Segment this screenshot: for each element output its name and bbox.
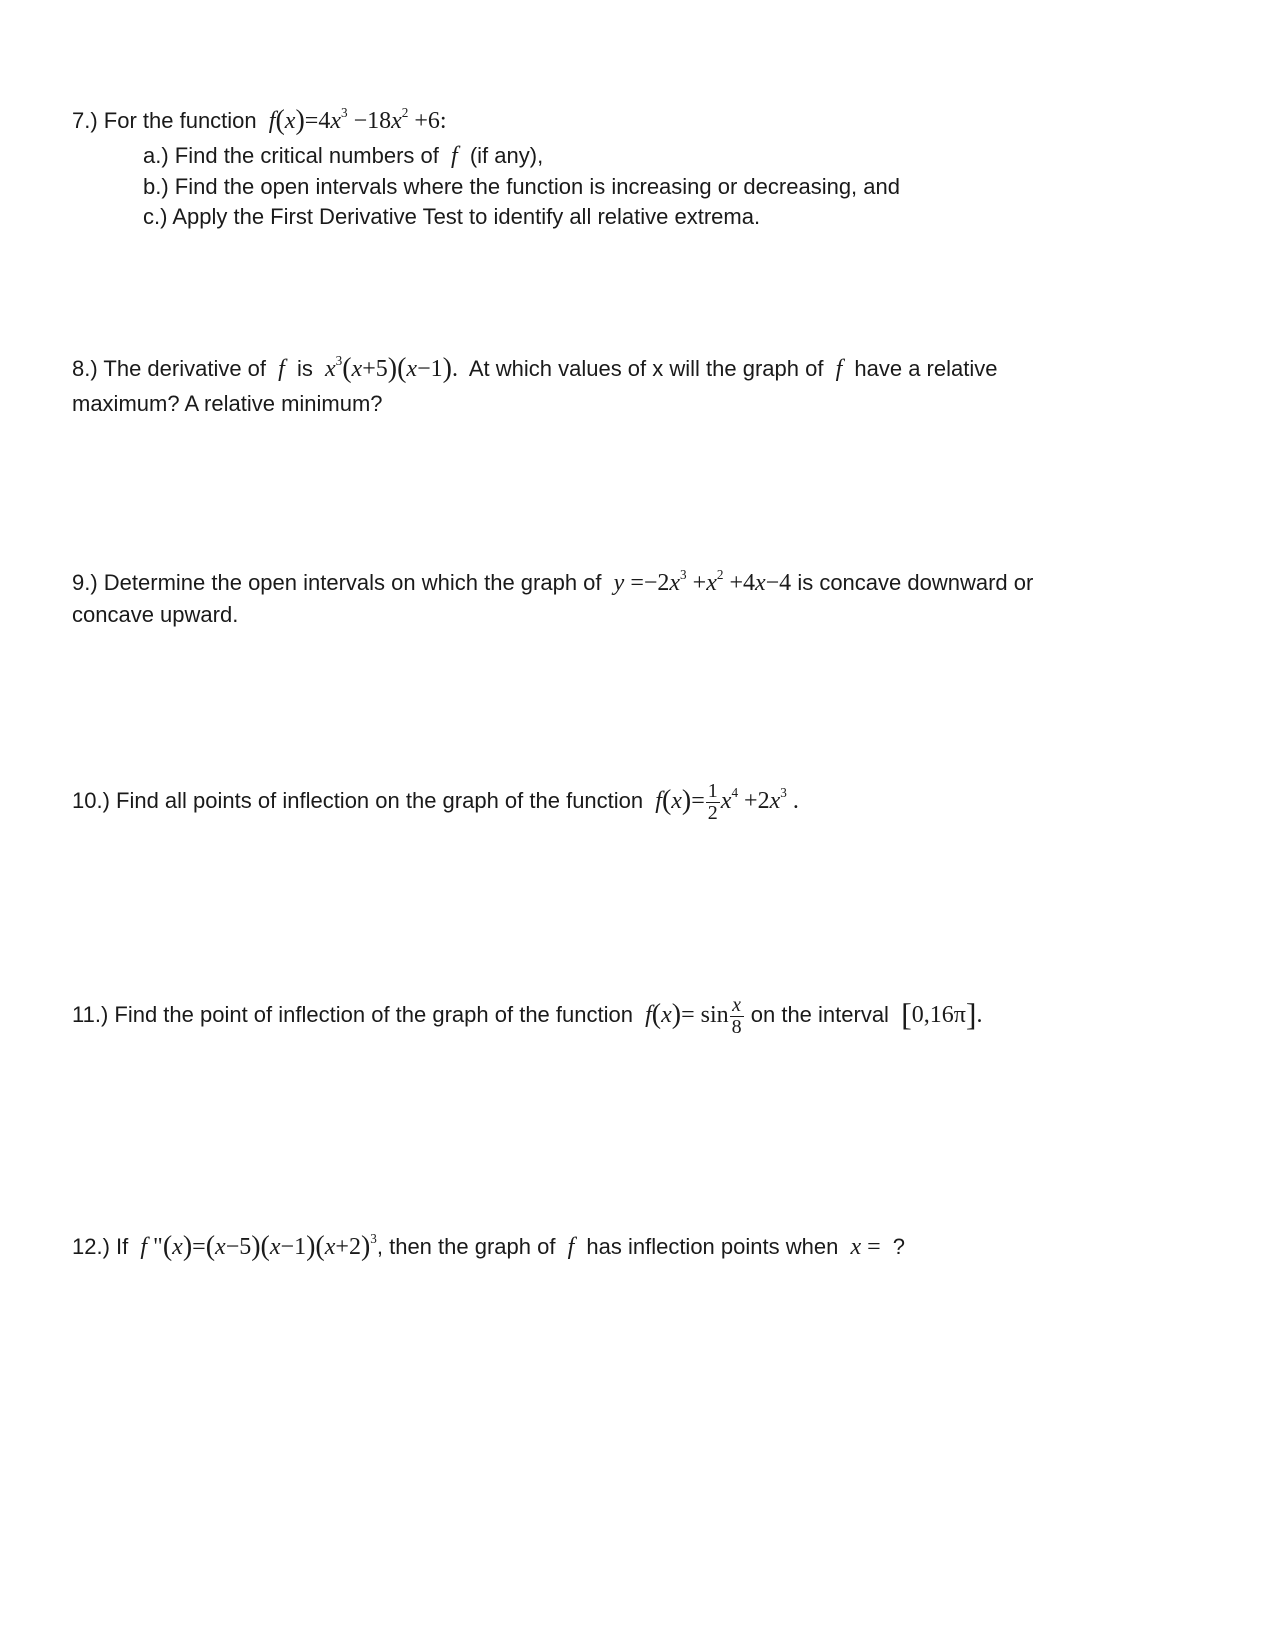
q7a-text: a.) Find the critical numbers of xyxy=(143,143,439,168)
q8-lead: 8.) The derivative of xyxy=(72,356,267,381)
q7-function: $f(x)=4x^3 -18x^2 +6$: xyxy=(268,104,447,136)
q8-rest2: have a relative xyxy=(854,356,998,381)
q12-f: f xyxy=(561,1234,581,1260)
question-9-line2 xyxy=(72,598,238,631)
q11-lead: 11.) Find the point of inflection of the graph of the function xyxy=(72,1002,633,1027)
question-9-line1 xyxy=(72,565,1033,601)
q9-lead: 9.) Determine the open intervals on which the graph of xyxy=(72,570,602,595)
q12-mid: , then the graph of xyxy=(376,1234,556,1259)
q10-lead: 10.) Find all points of inflection on the graph of the function xyxy=(72,788,644,813)
question-7a xyxy=(143,138,543,174)
q11-interval: [0,16π]. xyxy=(901,996,983,1032)
question-7-line xyxy=(72,100,447,142)
q12-rest: has inflection points when xyxy=(586,1234,839,1259)
q9-function: $y =-2x^3 +x^2 +4x-4$ xyxy=(613,566,792,596)
q12-second-derivative: f "$(x)=(x-5)(x-1)(x+2)^3$ xyxy=(140,1230,377,1262)
question-7c xyxy=(143,200,760,233)
q7-lead: 7.) For the function xyxy=(72,108,257,133)
question-7b xyxy=(143,170,900,203)
q9-rest: is concave downward or xyxy=(797,570,1034,595)
q8-f2: f xyxy=(829,356,849,382)
question-10 xyxy=(72,780,799,824)
q8-derivative: $x^3(x+5)(x-1)$. xyxy=(324,352,464,384)
q8-is: is xyxy=(296,356,313,381)
q7a-text-end: (if any), xyxy=(469,143,544,168)
q11-mid: on the interval xyxy=(750,1002,889,1027)
q9-line2: concave upward. xyxy=(72,602,239,627)
question-8-line1 xyxy=(72,348,997,390)
question-12 xyxy=(72,1226,905,1268)
question-11 xyxy=(72,990,983,1038)
q8-f: f xyxy=(272,356,291,382)
q10-function: f(x)= $\frac{1}{2}$ $x^4 +2x^3$ . xyxy=(655,779,799,824)
q11-interval-text: 0,16π xyxy=(911,1002,966,1028)
question-8-line2 xyxy=(72,387,383,420)
q12-end: ? xyxy=(892,1234,906,1259)
q12-x-equals: x = xyxy=(850,1234,887,1260)
q7c-text: c.) Apply the First Derivative Test to identify all relative extrema. xyxy=(143,204,761,229)
q8-line2: maximum? A relative minimum? xyxy=(72,391,383,416)
q10-fraction: $\frac{1}{2}$ xyxy=(707,779,718,824)
q7b-text: b.) Find the open intervals where the function is increasing or decreasing, and xyxy=(143,174,900,199)
q8-rest: At which values of x will the graph of xyxy=(468,356,824,381)
q11-fraction: $\frac{x}{8}$ xyxy=(731,993,742,1038)
q7a-f: f xyxy=(445,143,464,169)
q12-lead: 12.) If xyxy=(72,1234,129,1259)
q11-function: f(x)= sin $\frac{x}{8}$ xyxy=(645,993,742,1038)
